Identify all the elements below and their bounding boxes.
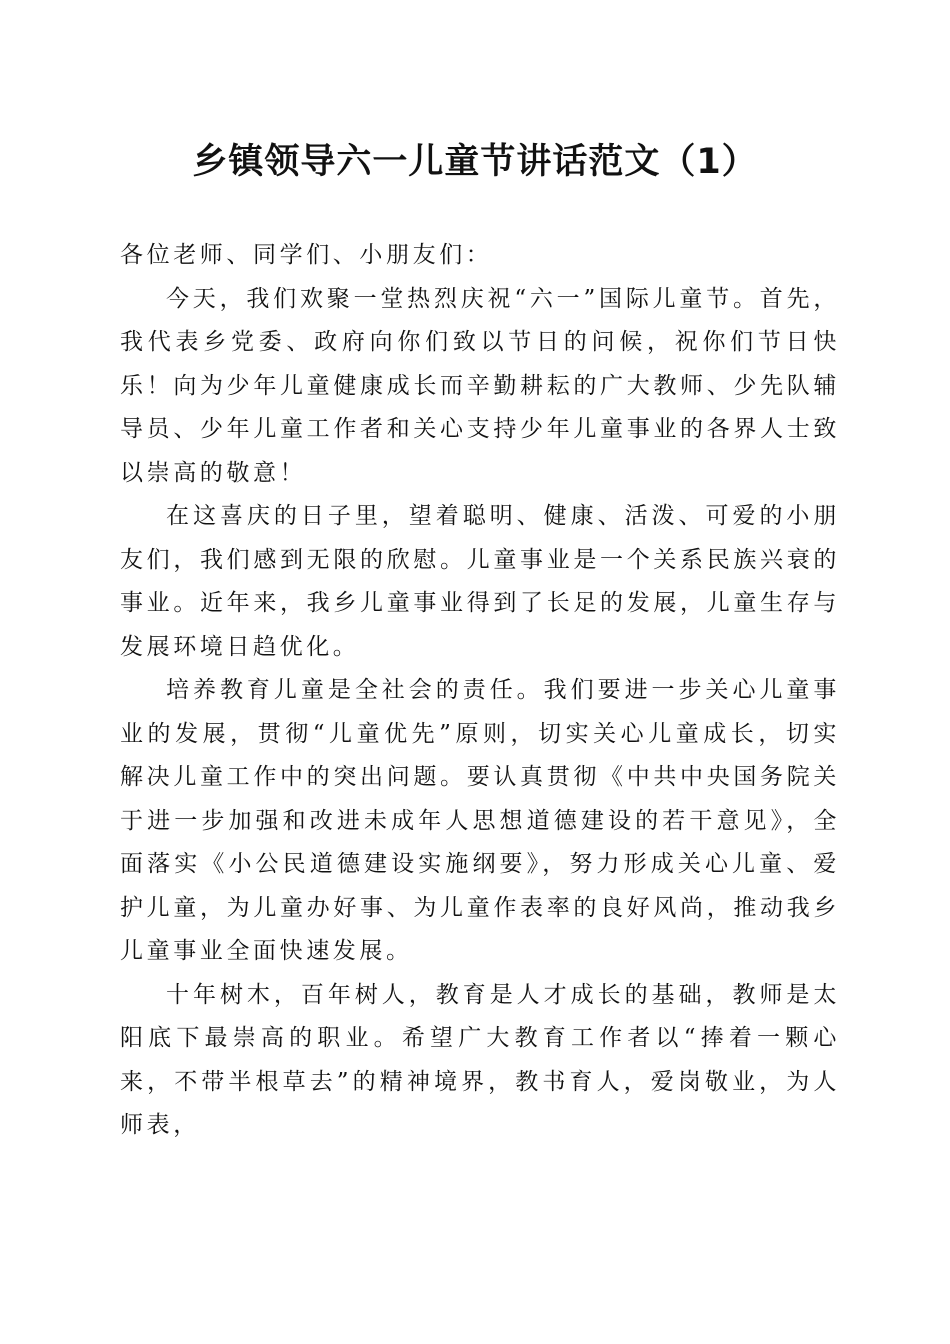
document-title: 乡镇领导六一儿童节讲话范文（1） <box>192 142 758 182</box>
document-body <box>120 234 840 1148</box>
salutation: 各位老师、同学们、小朋友们： <box>120 242 493 268</box>
paragraph-1: 今天，我们欢聚一堂热烈庆祝“六一”国际儿童节。首先，我代表乡党委、政府向你们致以节日的问候，祝你们节日快乐！向为少年儿童健康成长而辛勤耕耘的广大教师、少先队辅导员、少年儿童工作者和关心支持少年儿童事业的各界人士致以崇高的敬意！ <box>120 285 840 486</box>
paragraph-3: 培养教育儿童是全社会的责任。我们要进一步关心儿童事业的发展，贯彻“儿童优先”原则，切实关心儿童成长，切实解决儿童工作中的突出问题。要认真贯彻《中共中央国务院关于进一步加强和改进未成年人思想道德建设的若干意见》，全面落实《小公民道德建设实施纲要》，努力形成关心儿童、爱护儿童，为儿童办好事、为儿童作表率的良好风尚，推动我乡儿童事业全面快速发展。 <box>120 677 840 964</box>
paragraph-4: 十年树木，百年树人，教育是人才成长的基础，教师是太阳底下最崇高的职业。希望广大教育工作者以“捧着一颗心来，不带半根草去”的精神境界，教书育人，爱岗敬业，为人师表， <box>120 981 840 1138</box>
paragraph-2: 在这喜庆的日子里，望着聪明、健康、活泼、可爱的小朋友们，我们感到无限的欣慰。儿童事业是一个关系民族兴衰的事业。近年来，我乡儿童事业得到了长足的发展，儿童生存与发展环境日趋优化。 <box>120 503 840 660</box>
